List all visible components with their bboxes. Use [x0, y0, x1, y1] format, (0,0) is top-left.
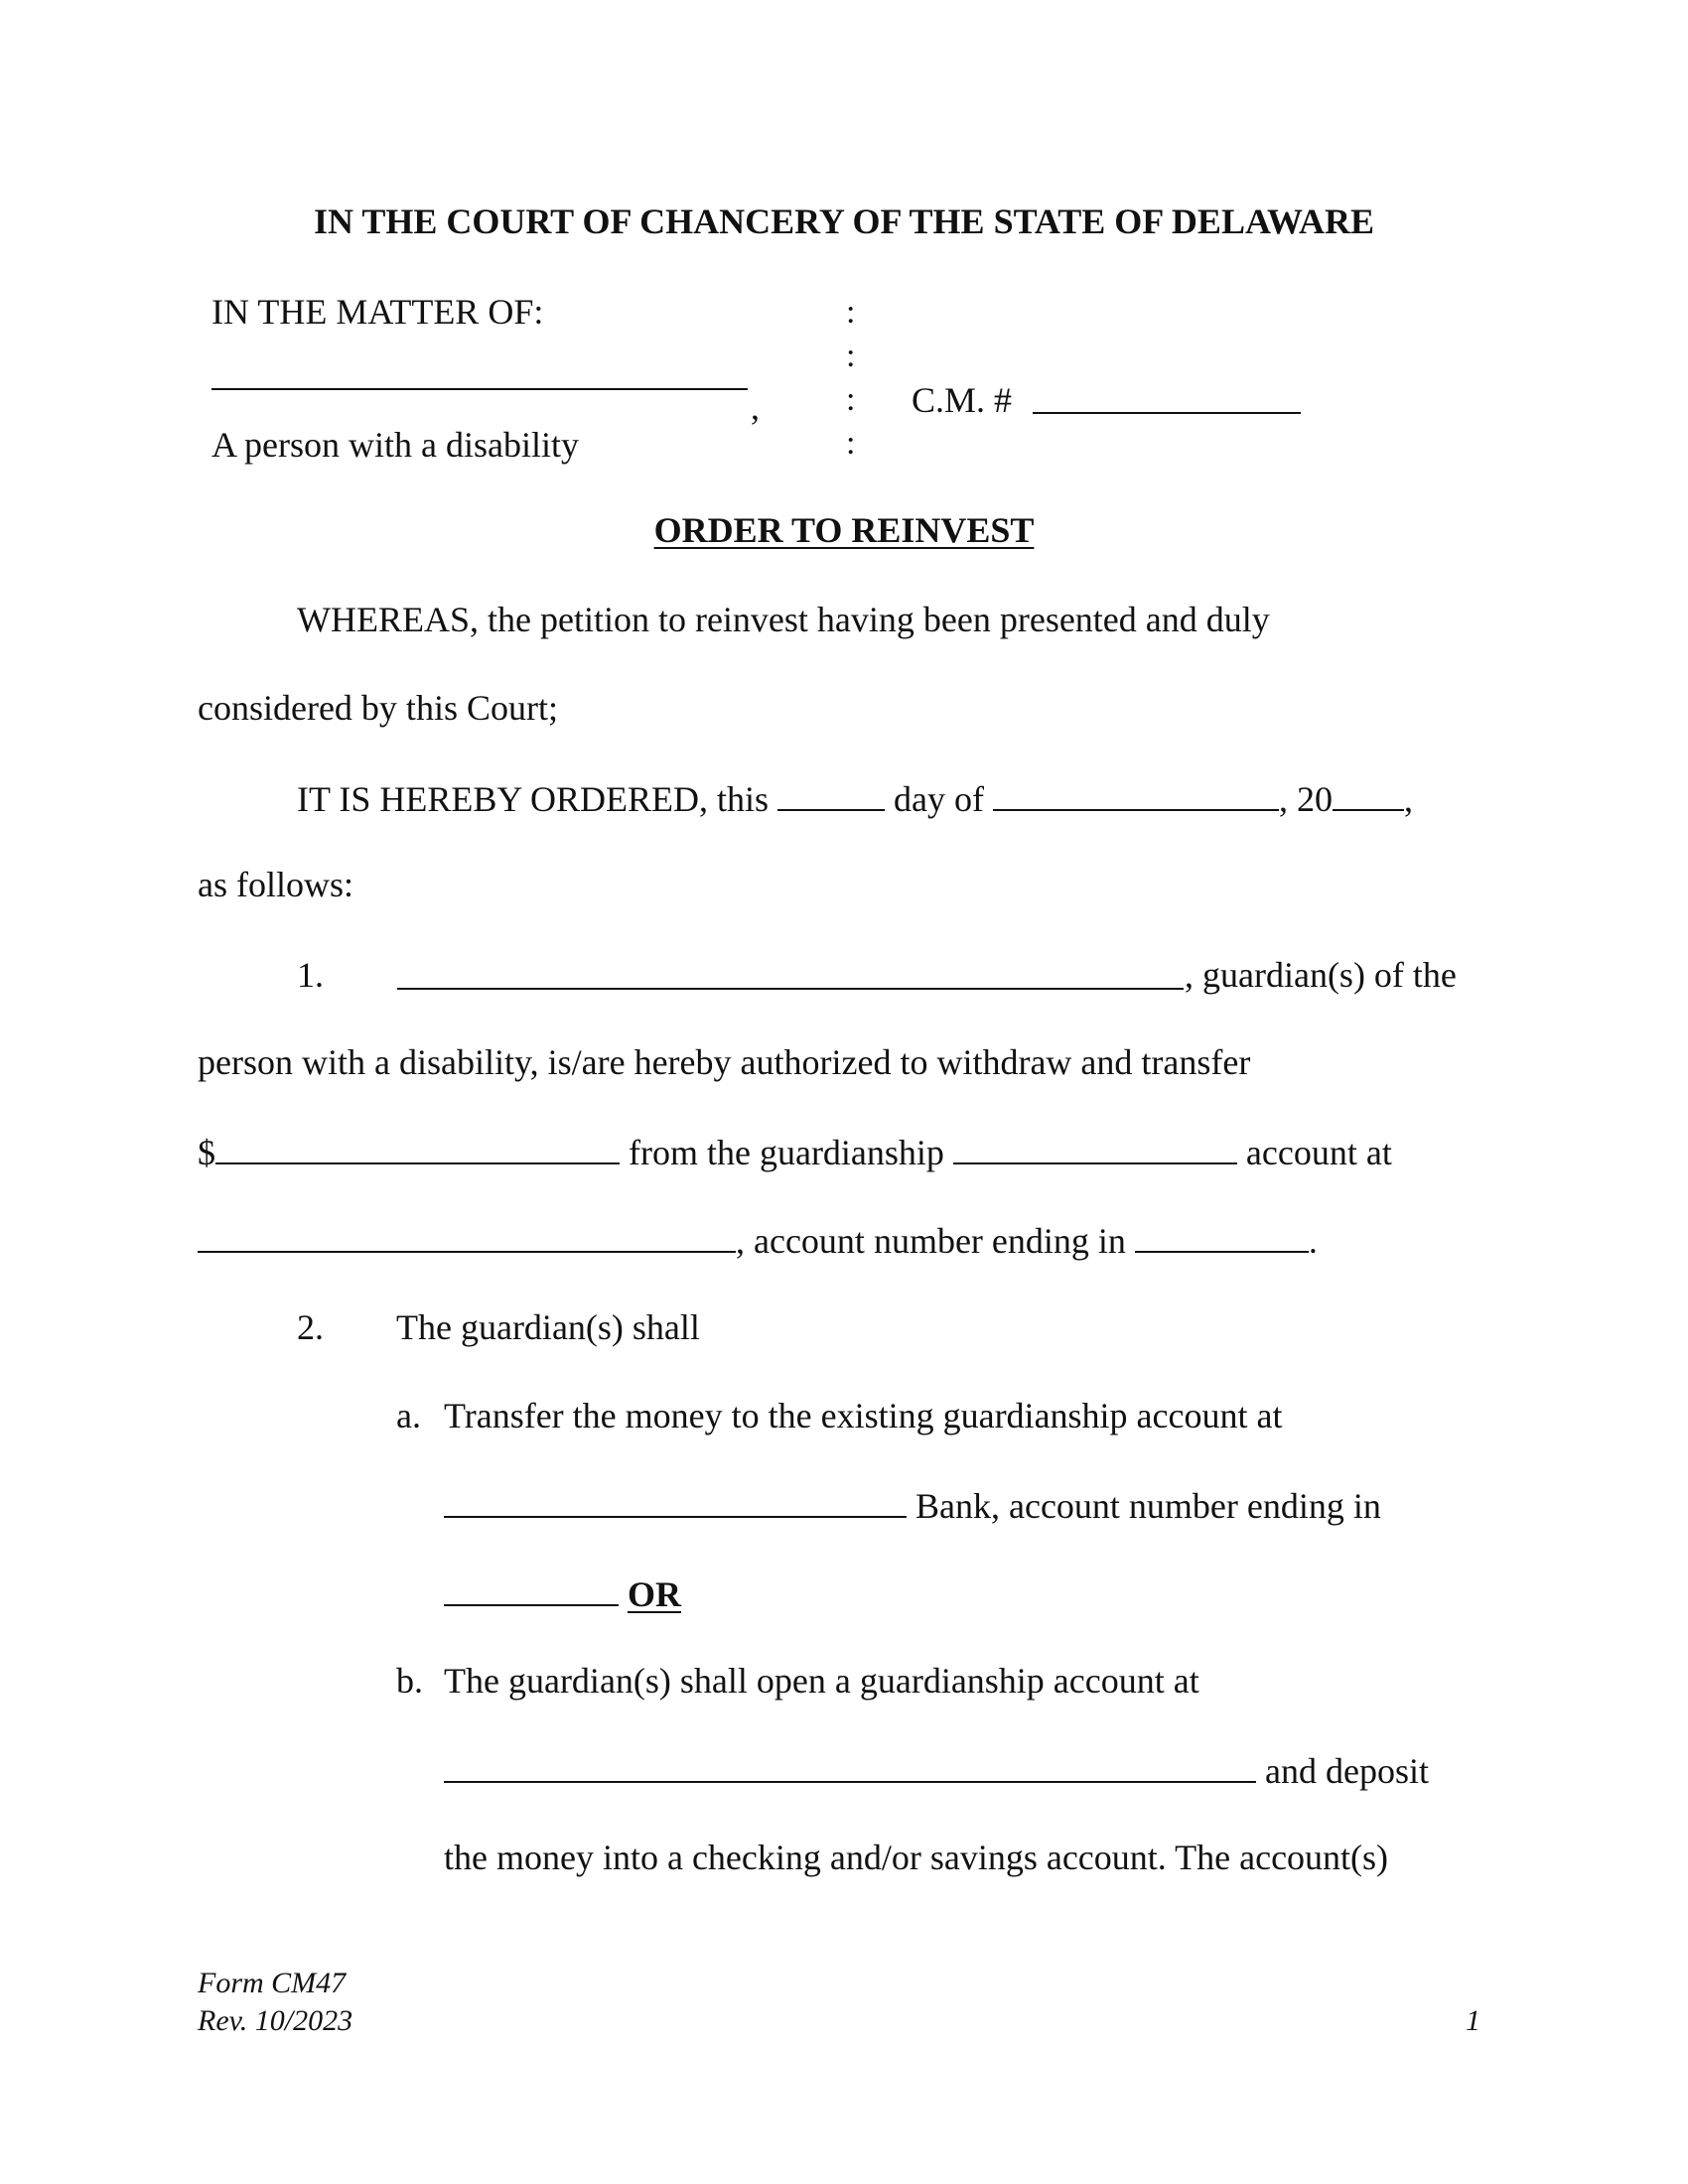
item-2b-letter: b. — [396, 1661, 423, 1701]
ordered-comma: , — [1403, 779, 1413, 819]
item-2a-letter: a. — [396, 1396, 421, 1435]
item-1-period: . — [1308, 1221, 1318, 1261]
item-1-line-3 — [198, 1133, 1392, 1170]
account-number-ending-text: , account number ending in — [736, 1221, 1126, 1261]
bank-account-ending-text: Bank, account number ending in — [915, 1486, 1381, 1526]
form-number: Form CM47 — [198, 1967, 347, 1999]
item-1-number: 1. — [297, 955, 324, 995]
revision-date: Rev. 10/2023 — [198, 2004, 353, 2037]
bank-name-blank[interactable] — [444, 1486, 907, 1518]
item-1-line-4 — [198, 1221, 1318, 1259]
caption-colon: : — [846, 381, 856, 418]
caption-colon: : — [846, 294, 856, 331]
new-bank-blank[interactable] — [444, 1751, 1256, 1783]
dollar-sign: $ — [198, 1133, 215, 1172]
and-deposit-text: and deposit — [1265, 1751, 1429, 1791]
page-number: 1 — [1466, 2004, 1480, 2037]
year-blank[interactable] — [1333, 779, 1404, 811]
court-title: IN THE COURT OF CHANCERY OF THE STATE OF DELAWARE — [314, 202, 1374, 241]
item-2b-text: The guardian(s) shall open a guardianship account at — [444, 1661, 1199, 1701]
account-at-text: account at — [1245, 1133, 1392, 1172]
item-2a-bank-line — [444, 1486, 1381, 1524]
in-the-matter-of: IN THE MATTER OF: — [211, 292, 544, 332]
bank-account-ending-blank[interactable] — [444, 1574, 619, 1606]
item-1-line-2: person with a disability, is/are hereby authorized to withdraw and transfer — [198, 1042, 1251, 1082]
guardians-of-the-text: , guardian(s) of the — [1185, 955, 1457, 995]
account-ending-blank[interactable] — [1135, 1221, 1309, 1253]
day-of-label: day of — [894, 779, 984, 819]
year-prefix: , 20 — [1278, 779, 1333, 819]
party-name-line[interactable] — [211, 388, 748, 390]
or-label: OR — [628, 1574, 681, 1614]
ordered-line — [297, 779, 1413, 817]
cm-number-label: C.M. # — [912, 380, 1013, 420]
item-2b-deposit-line — [444, 1751, 1429, 1789]
party-name-comma: , — [751, 387, 760, 427]
item-2a-or-line — [444, 1574, 681, 1612]
item-2-intro: The guardian(s) shall — [396, 1307, 700, 1347]
item-2b-line-3: the money into a checking and/or savings account. The account(s) — [444, 1838, 1389, 1877]
cm-number-line[interactable] — [1033, 412, 1301, 414]
from-guardianship-text: from the guardianship — [629, 1133, 944, 1172]
day-blank[interactable] — [777, 779, 885, 811]
person-with-disability-label: A person with a disability — [211, 425, 579, 465]
guardian-name-line[interactable] — [397, 988, 1184, 990]
ordered-prefix: IT IS HEREBY ORDERED, this — [297, 779, 770, 819]
whereas-line-1: WHEREAS, the petition to reinvest having been presented and duly — [297, 600, 1270, 639]
as-follows: as follows: — [198, 865, 353, 904]
item-2a-text: Transfer the money to the existing guardianship account at — [444, 1396, 1283, 1435]
item-2-number: 2. — [297, 1307, 324, 1347]
institution-blank[interactable] — [198, 1221, 736, 1253]
account-type-blank[interactable] — [953, 1133, 1237, 1164]
amount-blank[interactable] — [215, 1133, 620, 1164]
month-blank[interactable] — [993, 779, 1279, 811]
caption-colon: : — [846, 338, 856, 374]
caption-colon: : — [846, 425, 856, 462]
order-title: ORDER TO REINVEST — [653, 510, 1035, 550]
whereas-line-2: considered by this Court; — [198, 688, 558, 728]
